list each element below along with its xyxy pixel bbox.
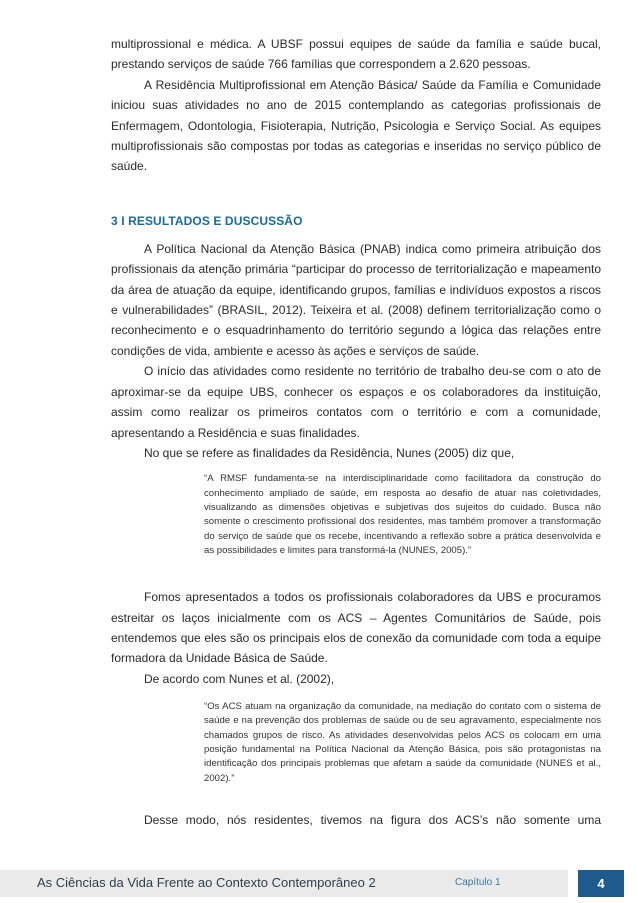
page-content — [111, 34, 601, 830]
block-quote: “A RMSF fundamenta-se na interdisciplinaridade como facilitadora da construção do conhecimento ampliado de saúde, em resposta ao desafio de atuar nas coletividades, visualizando as dimensões objetivas e subjetivas dos sujeitos do cuidado. Busca não somente o crescimento profissional dos residentes, mas também promover a transformação do serviço de saúde que os recebe, incentivando a reflexão sobre a prática desenvolvida e as possibilidades e limites para transformá-la (NUNES, 2005).” — [204, 473, 601, 556]
page-footer — [0, 870, 638, 897]
body-paragraph: O início das atividades como residente no território de trabalho deu-se com o ato de aproximar-se da equipe UBS, conhecer os espaços e os colaboradores da instituição, assim como realizar os primeiros contatos com o território e com a comunidade, apresentando a Residência e suas finalidades. — [111, 364, 601, 440]
body-paragraph: Desse modo, nós residentes, tivemos na figura dos ACS’s não somente uma — [144, 812, 601, 827]
body-paragraph: No que se refere as finalidades da Residência, Nunes (2005) diz que, — [144, 445, 515, 460]
body-paragraph: multiprossional e médica. A UBSF possui equipes de saúde da família e saúde bucal, prestando serviços de saúde 766 famílias que correspondem a 2.620 pessoas. — [111, 37, 601, 72]
footer-book-title: As Ciências da Vida Frente ao Contexto Contemporâneo 2 — [37, 875, 376, 890]
block-quote: “Os ACS atuam na organização da comunidade, na mediação do contato com o sistema de saúde e na prevenção dos problemas de saúde ou de seu agravamento, especialmente nos chamados grupos de risco. As atividades desenvolvidas pelos ACS os colocam em uma posição fundamental na Política Nacional da Atenção Básica, pois são protagonistas na identificação dos principais problemas que afetam a saúde da comunidade (NUNES et al., 2002).” — [204, 701, 601, 784]
body-paragraph: A Política Nacional da Atenção Básica (PNAB) indica como primeira atribuição dos profissionais da atenção primária “participar do processo de territorialização e mapeamento da área de atuação da equipe, identificando grupos, famílias e indivíduos expostos a riscos e vulnerabilidades” (BRASIL, 2012). Teixeira et al. (2008) definem territorialização como o reconhecimento e o esquadrinhamento do território segundo a lógica das relações entre condições de vida, ambiente e acesso às ações e serviços de saúde. — [111, 241, 601, 358]
section-heading: 3 I RESULTADOS E DUSCUSSÃO — [111, 213, 303, 228]
page-number: 4 — [578, 870, 624, 897]
footer-chapter: Capítulo 1 — [455, 877, 501, 888]
body-paragraph: Fomos apresentados a todos os profissionais colaboradores da UBS e procuramos estreitar os laços inicialmente com os ACS – Agentes Comunitários de Saúde, pois entendemos que eles são os principais elos de conexão da comunidade com toda a equipe formadora da Unidade Básica de Saúde. — [111, 590, 601, 666]
body-paragraph: A Residência Multiprofissional em Atenção Básica/ Saúde da Família e Comunidade iniciou suas atividades no ano de 2015 contemplando as categorias profissionais de Enfermagem, Odontologia, Fisioterapia, Nutrição, Psicologia e Serviço Social. As equipes multiprofissionais são compostas por todas as categorias e inseridas no serviço público de saúde. — [111, 77, 601, 174]
body-paragraph: De acordo com Nunes et al. (2002), — [144, 671, 335, 686]
